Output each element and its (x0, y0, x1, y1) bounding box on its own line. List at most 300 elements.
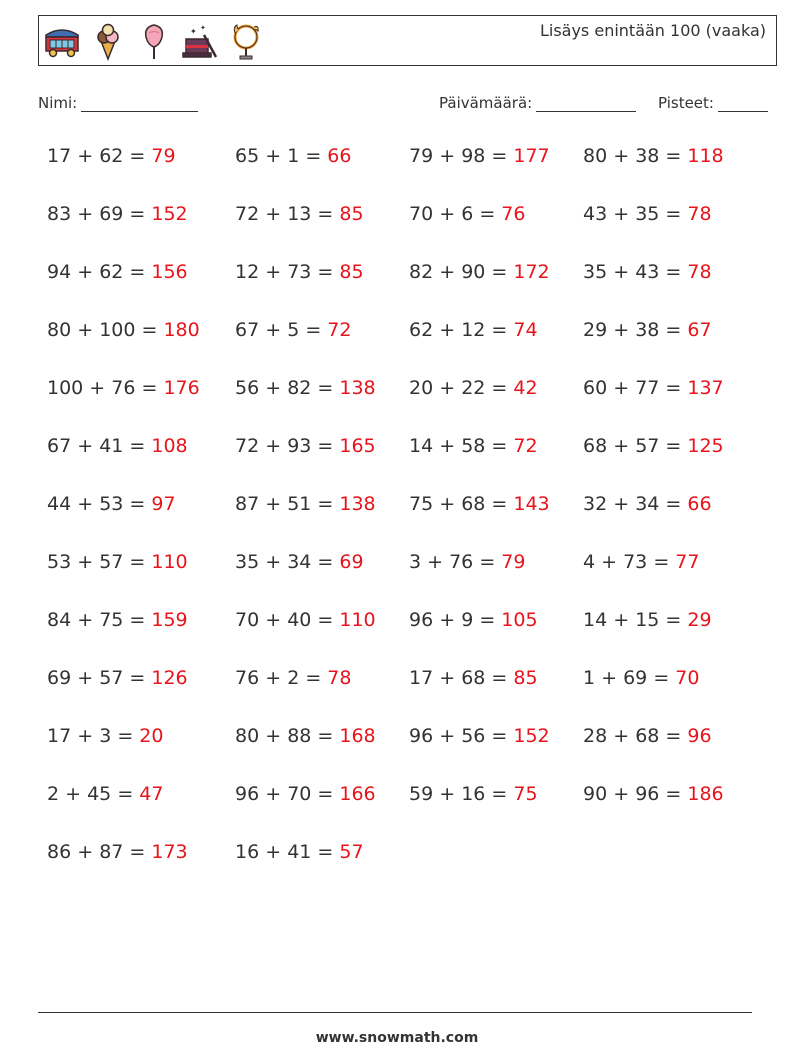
problem-item (235, 435, 376, 457)
plus-sign: + (433, 319, 462, 341)
problem-addend: 73 (623, 551, 648, 573)
plus-sign: + (259, 203, 288, 225)
problem-answer: 29 (687, 609, 712, 631)
equals-sign: = (659, 203, 688, 225)
plus-sign: + (83, 377, 112, 399)
equals-sign: = (311, 261, 340, 283)
problem-expression: 80 (235, 725, 260, 747)
problem-expression: 72 (235, 435, 260, 457)
problem-addend: 68 (461, 493, 486, 515)
problem-answer: 186 (687, 783, 724, 805)
date-field (439, 94, 636, 112)
problem-addend: 53 (99, 493, 124, 515)
problem-item (409, 319, 538, 341)
problem-addend: 38 (635, 145, 660, 167)
problem-expression: 4 (583, 551, 596, 573)
problem-item (47, 203, 188, 225)
equals-sign: = (485, 493, 514, 515)
problem-expression: 17 (47, 145, 72, 167)
problem-answer: 110 (151, 551, 188, 573)
problem-item (409, 551, 525, 573)
problem-expression: 53 (47, 551, 72, 573)
problem-answer: 42 (513, 377, 538, 399)
problem-item (583, 725, 712, 747)
problem-expression: 35 (235, 551, 260, 573)
problem-item (235, 667, 351, 689)
problem-answer: 152 (513, 725, 550, 747)
problem-answer: 176 (163, 377, 200, 399)
problem-answer: 156 (151, 261, 188, 283)
problem-addend: 43 (635, 261, 660, 283)
problem-addend: 100 (99, 319, 136, 341)
problem-expression: 69 (47, 667, 72, 689)
problem-item (409, 667, 538, 689)
problem-answer: 159 (151, 609, 188, 631)
problem-answer: 97 (151, 493, 176, 515)
equals-sign: = (135, 377, 164, 399)
problem-item (409, 609, 538, 631)
problem-item (235, 261, 364, 283)
problem-item (583, 145, 724, 167)
problem-item (409, 725, 550, 747)
problem-addend: 88 (287, 725, 312, 747)
problem-addend: 68 (461, 667, 486, 689)
problem-addend: 22 (461, 377, 486, 399)
problem-addend: 34 (287, 551, 312, 573)
problem-addend: 45 (87, 783, 112, 805)
problem-item (47, 725, 163, 747)
problem-expression: 68 (583, 435, 608, 457)
svg-text:✦: ✦ (200, 24, 206, 32)
problem-addend: 51 (287, 493, 312, 515)
problem-addend: 13 (287, 203, 312, 225)
problem-addend: 93 (287, 435, 312, 457)
problem-expression: 80 (583, 145, 608, 167)
problem-addend: 1 (287, 145, 300, 167)
equals-sign: = (311, 203, 340, 225)
problem-item (583, 377, 724, 399)
plus-sign: + (433, 493, 462, 515)
equals-sign: = (311, 841, 340, 863)
equals-sign: = (311, 435, 340, 457)
fire-hoop-icon (226, 21, 266, 61)
problem-answer: 76 (501, 203, 526, 225)
problem-item (583, 667, 699, 689)
problem-item (235, 783, 376, 805)
problem-addend: 77 (635, 377, 660, 399)
problem-item (47, 493, 176, 515)
problem-item (583, 203, 712, 225)
problem-expression: 44 (47, 493, 72, 515)
equals-sign: = (299, 145, 328, 167)
equals-sign: = (123, 435, 152, 457)
problem-expression: 28 (583, 725, 608, 747)
problem-expression: 80 (47, 319, 72, 341)
plus-sign: + (607, 145, 636, 167)
problem-answer: 143 (513, 493, 550, 515)
problem-expression: 96 (409, 725, 434, 747)
problem-expression: 1 (583, 667, 596, 689)
equals-sign: = (299, 667, 328, 689)
plus-sign: + (433, 145, 462, 167)
problem-addend: 69 (99, 203, 124, 225)
equals-sign: = (311, 609, 340, 631)
problem-answer: 152 (151, 203, 188, 225)
equals-sign: = (123, 841, 152, 863)
problem-addend: 35 (635, 203, 660, 225)
problem-item (409, 435, 538, 457)
problem-item (583, 435, 724, 457)
problem-item (235, 145, 351, 167)
problem-item (583, 493, 712, 515)
plus-sign: + (71, 609, 100, 631)
plus-sign: + (259, 609, 288, 631)
problem-expression: 79 (409, 145, 434, 167)
problem-answer: 108 (151, 435, 188, 457)
header-icons (42, 21, 266, 61)
plus-sign: + (607, 493, 636, 515)
equals-sign: = (111, 783, 140, 805)
plus-sign: + (71, 667, 100, 689)
cotton-candy-icon (134, 21, 174, 61)
problem-item (235, 551, 364, 573)
problem-item (47, 377, 200, 399)
problem-expression: 2 (47, 783, 60, 805)
problem-expression: 84 (47, 609, 72, 631)
problem-addend: 96 (635, 783, 660, 805)
problem-expression: 14 (583, 609, 608, 631)
equals-sign: = (485, 667, 514, 689)
footer-divider (38, 1012, 752, 1013)
problem-addend: 16 (461, 783, 486, 805)
problem-item (47, 319, 200, 341)
equals-sign: = (135, 319, 164, 341)
problem-expression: 16 (235, 841, 260, 863)
problem-addend: 57 (99, 667, 124, 689)
date-blank[interactable] (536, 95, 636, 112)
problem-addend: 75 (99, 609, 124, 631)
problem-addend: 57 (635, 435, 660, 457)
plus-sign: + (259, 551, 288, 573)
footer-url[interactable]: www.snowmath.com (315, 1030, 479, 1046)
problem-addend: 58 (461, 435, 486, 457)
problem-item (47, 551, 188, 573)
plus-sign: + (433, 203, 462, 225)
problem-addend: 38 (635, 319, 660, 341)
problem-answer: 79 (151, 145, 176, 167)
plus-sign: + (595, 551, 624, 573)
problem-expression: 86 (47, 841, 72, 863)
plus-sign: + (71, 841, 100, 863)
problem-answer: 66 (687, 493, 712, 515)
plus-sign: + (433, 377, 462, 399)
equals-sign: = (485, 377, 514, 399)
equals-sign: = (473, 609, 502, 631)
equals-sign: = (123, 493, 152, 515)
problem-item (47, 435, 188, 457)
problem-addend: 5 (287, 319, 300, 341)
circus-wagon-icon (42, 21, 82, 61)
equals-sign: = (311, 551, 340, 573)
equals-sign: = (485, 319, 514, 341)
problem-expression: 83 (47, 203, 72, 225)
problem-item (235, 377, 376, 399)
problem-item (409, 203, 525, 225)
problem-item (583, 551, 699, 573)
problem-answer: 165 (339, 435, 376, 457)
plus-sign: + (433, 609, 462, 631)
problem-item (583, 319, 712, 341)
score-blank[interactable] (718, 95, 768, 112)
problem-expression: 56 (235, 377, 260, 399)
date-label: Päivämäärä: (439, 94, 533, 112)
equals-sign: = (647, 551, 676, 573)
equals-sign: = (485, 261, 514, 283)
equals-sign: = (311, 493, 340, 515)
plus-sign: + (259, 841, 288, 863)
problem-answer: 20 (139, 725, 164, 747)
problem-answer: 66 (327, 145, 352, 167)
plus-sign: + (607, 725, 636, 747)
equals-sign: = (659, 377, 688, 399)
equals-sign: = (659, 145, 688, 167)
problem-answer: 77 (675, 551, 700, 573)
problem-answer: 67 (687, 319, 712, 341)
problem-expression: 100 (47, 377, 84, 399)
problem-expression: 35 (583, 261, 608, 283)
problem-addend: 70 (287, 783, 312, 805)
svg-text:✦: ✦ (190, 27, 197, 36)
problem-expression: 59 (409, 783, 434, 805)
score-label: Pisteet: (658, 94, 714, 112)
plus-sign: + (607, 203, 636, 225)
problem-expression: 72 (235, 203, 260, 225)
plus-sign: + (71, 319, 100, 341)
problem-addend: 9 (461, 609, 474, 631)
problem-answer: 47 (139, 783, 164, 805)
problem-addend: 41 (99, 435, 124, 457)
problem-addend: 56 (461, 725, 486, 747)
problem-item (47, 841, 188, 863)
problem-item (235, 493, 376, 515)
problem-answer: 78 (687, 203, 712, 225)
problem-answer: 105 (501, 609, 538, 631)
problem-answer: 78 (687, 261, 712, 283)
problem-addend: 40 (287, 609, 312, 631)
equals-sign: = (659, 319, 688, 341)
problem-item (235, 203, 364, 225)
problem-answer: 126 (151, 667, 188, 689)
problem-answer: 138 (339, 377, 376, 399)
problem-answer: 138 (339, 493, 376, 515)
plus-sign: + (71, 435, 100, 457)
equals-sign: = (123, 145, 152, 167)
plus-sign: + (259, 319, 288, 341)
problem-addend: 3 (99, 725, 112, 747)
problem-expression: 67 (235, 319, 260, 341)
problem-expression: 12 (235, 261, 260, 283)
plus-sign: + (259, 493, 288, 515)
plus-sign: + (433, 667, 462, 689)
problem-answer: 177 (513, 145, 550, 167)
problem-answer: 166 (339, 783, 376, 805)
equals-sign: = (485, 145, 514, 167)
problem-answer: 85 (339, 261, 364, 283)
problem-expression: 62 (409, 319, 434, 341)
problem-item (583, 609, 712, 631)
problem-item (409, 261, 550, 283)
problem-expression: 76 (235, 667, 260, 689)
problem-expression: 70 (409, 203, 434, 225)
plus-sign: + (259, 435, 288, 457)
problem-answer: 57 (339, 841, 364, 863)
plus-sign: + (71, 145, 100, 167)
problem-item (47, 783, 163, 805)
problem-item (409, 145, 550, 167)
problem-answer: 110 (339, 609, 376, 631)
problem-addend: 90 (461, 261, 486, 283)
plus-sign: + (59, 783, 88, 805)
problem-addend: 68 (635, 725, 660, 747)
equals-sign: = (299, 319, 328, 341)
problem-answer: 74 (513, 319, 538, 341)
problem-addend: 2 (287, 667, 300, 689)
problem-answer: 118 (687, 145, 724, 167)
problem-answer: 180 (163, 319, 200, 341)
problem-addend: 12 (461, 319, 486, 341)
problem-expression: 17 (409, 667, 434, 689)
problem-addend: 6 (461, 203, 474, 225)
problem-item (235, 609, 376, 631)
problem-addend: 62 (99, 261, 124, 283)
problem-addend: 73 (287, 261, 312, 283)
plus-sign: + (71, 261, 100, 283)
equals-sign: = (311, 783, 340, 805)
problem-answer: 79 (501, 551, 526, 573)
problem-answer: 69 (339, 551, 364, 573)
equals-sign: = (111, 725, 140, 747)
equals-sign: = (659, 261, 688, 283)
problem-addend: 41 (287, 841, 312, 863)
problem-expression: 14 (409, 435, 434, 457)
problem-expression: 87 (235, 493, 260, 515)
worksheet-title: Lisäys enintään 100 (vaaka) (539, 21, 766, 40)
equals-sign: = (311, 725, 340, 747)
problem-expression: 43 (583, 203, 608, 225)
problem-expression: 20 (409, 377, 434, 399)
problem-expression: 90 (583, 783, 608, 805)
problem-addend: 34 (635, 493, 660, 515)
equals-sign: = (123, 203, 152, 225)
problem-answer: 72 (513, 435, 538, 457)
problem-expression: 96 (235, 783, 260, 805)
equals-sign: = (473, 551, 502, 573)
equals-sign: = (123, 609, 152, 631)
problem-answer: 96 (687, 725, 712, 747)
problem-item (409, 377, 538, 399)
plus-sign: + (595, 667, 624, 689)
plus-sign: + (259, 667, 288, 689)
problem-answer: 78 (327, 667, 352, 689)
score-field (658, 94, 768, 112)
plus-sign: + (607, 377, 636, 399)
problem-expression: 32 (583, 493, 608, 515)
problem-expression: 60 (583, 377, 608, 399)
problem-answer: 70 (675, 667, 700, 689)
equals-sign: = (123, 551, 152, 573)
problem-item (409, 493, 550, 515)
problem-expression: 82 (409, 261, 434, 283)
problem-item (47, 609, 188, 631)
problem-answer: 85 (339, 203, 364, 225)
problem-expression: 17 (47, 725, 72, 747)
name-field (38, 94, 198, 112)
plus-sign: + (71, 551, 100, 573)
plus-sign: + (607, 609, 636, 631)
equals-sign: = (659, 783, 688, 805)
problem-answer: 172 (513, 261, 550, 283)
problem-addend: 57 (99, 551, 124, 573)
problem-item (47, 667, 188, 689)
problem-answer: 72 (327, 319, 352, 341)
plus-sign: + (259, 783, 288, 805)
plus-sign: + (259, 145, 288, 167)
header-box (38, 15, 777, 66)
equals-sign: = (659, 609, 688, 631)
problem-answer: 75 (513, 783, 538, 805)
equals-sign: = (659, 725, 688, 747)
equals-sign: = (659, 493, 688, 515)
plus-sign: + (607, 783, 636, 805)
plus-sign: + (433, 725, 462, 747)
plus-sign: + (421, 551, 450, 573)
problem-answer: 85 (513, 667, 538, 689)
plus-sign: + (607, 319, 636, 341)
problem-item (235, 319, 351, 341)
name-label: Nimi: (38, 94, 78, 112)
problem-expression: 3 (409, 551, 422, 573)
problem-item (583, 261, 712, 283)
problem-answer: 125 (687, 435, 724, 457)
problem-item (47, 145, 176, 167)
problem-item (583, 783, 724, 805)
problem-addend: 15 (635, 609, 660, 631)
problem-addend: 98 (461, 145, 486, 167)
plus-sign: + (433, 261, 462, 283)
name-blank[interactable] (81, 95, 198, 112)
problem-addend: 82 (287, 377, 312, 399)
problem-answer: 137 (687, 377, 724, 399)
magic-hat-icon (180, 21, 220, 61)
problem-answer: 168 (339, 725, 376, 747)
plus-sign: + (607, 261, 636, 283)
problem-addend: 62 (99, 145, 124, 167)
equals-sign: = (485, 783, 514, 805)
problem-item (235, 725, 376, 747)
problem-answer: 173 (151, 841, 188, 863)
problem-addend: 76 (111, 377, 136, 399)
problem-addend: 76 (449, 551, 474, 573)
plus-sign: + (433, 435, 462, 457)
problem-expression: 70 (235, 609, 260, 631)
problem-item (409, 783, 538, 805)
problem-expression: 29 (583, 319, 608, 341)
plus-sign: + (607, 435, 636, 457)
problem-expression: 75 (409, 493, 434, 515)
equals-sign: = (473, 203, 502, 225)
ice-cream-cone-icon (88, 21, 128, 61)
equals-sign: = (659, 435, 688, 457)
